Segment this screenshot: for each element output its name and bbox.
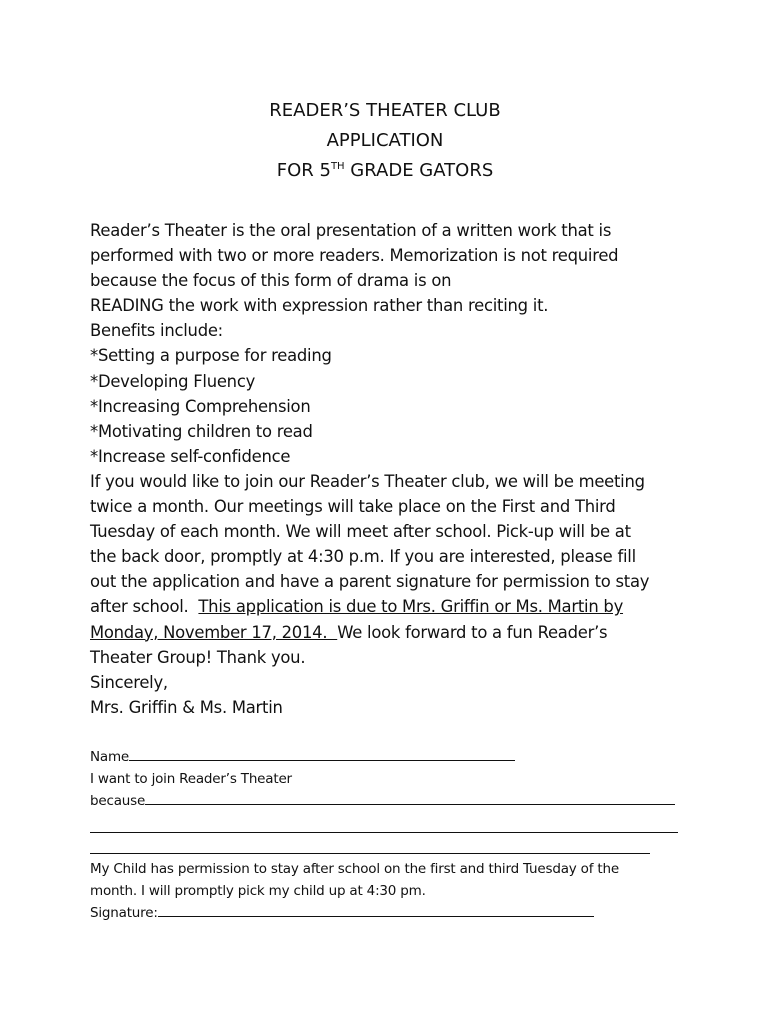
body-line: the back door, promptly at 4:30 p.m. If you are interested, please fill: [90, 547, 636, 567]
signature-label: Signature:: [90, 905, 158, 921]
closing-line: Theater Group! Thank you.: [90, 647, 306, 667]
body-line: READING the work with expression rather than reciting it.: [90, 296, 549, 316]
due-date-line: [90, 620, 690, 645]
title-application: APPLICATION: [326, 130, 444, 151]
title-grade-suffix: GRADE GATORS: [344, 160, 494, 181]
benefits-heading: Benefits include:: [90, 321, 223, 341]
title-grade-superscript: TH: [330, 161, 345, 172]
due-line-prefix: after school.: [90, 597, 199, 617]
closing-signers: Mrs. Griffin & Ms. Martin: [90, 697, 283, 717]
body-line: Tuesday of each month. We will meet after school. Pick-up will be at: [90, 522, 631, 542]
benefit-item: *Increasing Comprehension: [90, 396, 311, 416]
body-line: twice a month. Our meetings will take place on the First and Third: [90, 497, 616, 517]
because-row: [90, 790, 690, 812]
permission-text-2: month. I will promptly pick my child up at 4:30 pm.: [90, 883, 426, 899]
body-line: because the focus of this form of drama is on: [90, 271, 452, 291]
due-line: [90, 594, 690, 619]
closing-salutation: Sincerely,: [90, 672, 168, 692]
reason-field-line-1[interactable]: [145, 790, 675, 805]
due-date: Monday, November 17, 2014.: [90, 622, 338, 642]
name-row: [90, 746, 690, 768]
benefit-item: *Motivating children to read: [90, 421, 313, 441]
signature-field[interactable]: [158, 902, 594, 917]
body-line: Reader’s Theater is the oral presentation of a written work that is: [90, 221, 612, 240]
due-date-suffix: We look forward to a fun Reader’s: [337, 622, 608, 642]
reason-field-line-2[interactable]: [90, 818, 678, 833]
title-grade-prefix: FOR 5: [276, 160, 331, 181]
benefit-item: *Increase self-confidence: [90, 446, 291, 466]
benefit-item: *Developing Fluency: [90, 371, 256, 391]
permission-text-1: My Child has permission to stay after school on the first and third Tuesday of the: [90, 861, 619, 877]
body-line: out the application and have a parent signature for permission to stay: [90, 572, 650, 592]
body-line: performed with two or more readers. Memorization is not required: [90, 246, 619, 266]
join-label: I want to join Reader’s Theater: [90, 771, 292, 787]
title-club: READER’S THEATER CLUB: [269, 100, 501, 121]
name-label: Name: [90, 749, 130, 765]
body-line: If you would like to join our Reader’s Theater club, we will be meeting: [90, 471, 645, 491]
document-title: [0, 96, 770, 186]
because-label: because: [90, 793, 146, 809]
benefit-item: *Setting a purpose for reading: [90, 346, 332, 366]
due-notice: This application is due to Mrs. Griffin or Ms. Martin by: [198, 597, 624, 617]
letter-body: [90, 218, 690, 720]
title-grade: [0, 156, 770, 186]
reason-field-line-3[interactable]: [90, 839, 650, 854]
name-field[interactable]: [129, 746, 515, 761]
signature-row: [90, 902, 690, 924]
application-form: [90, 746, 690, 924]
